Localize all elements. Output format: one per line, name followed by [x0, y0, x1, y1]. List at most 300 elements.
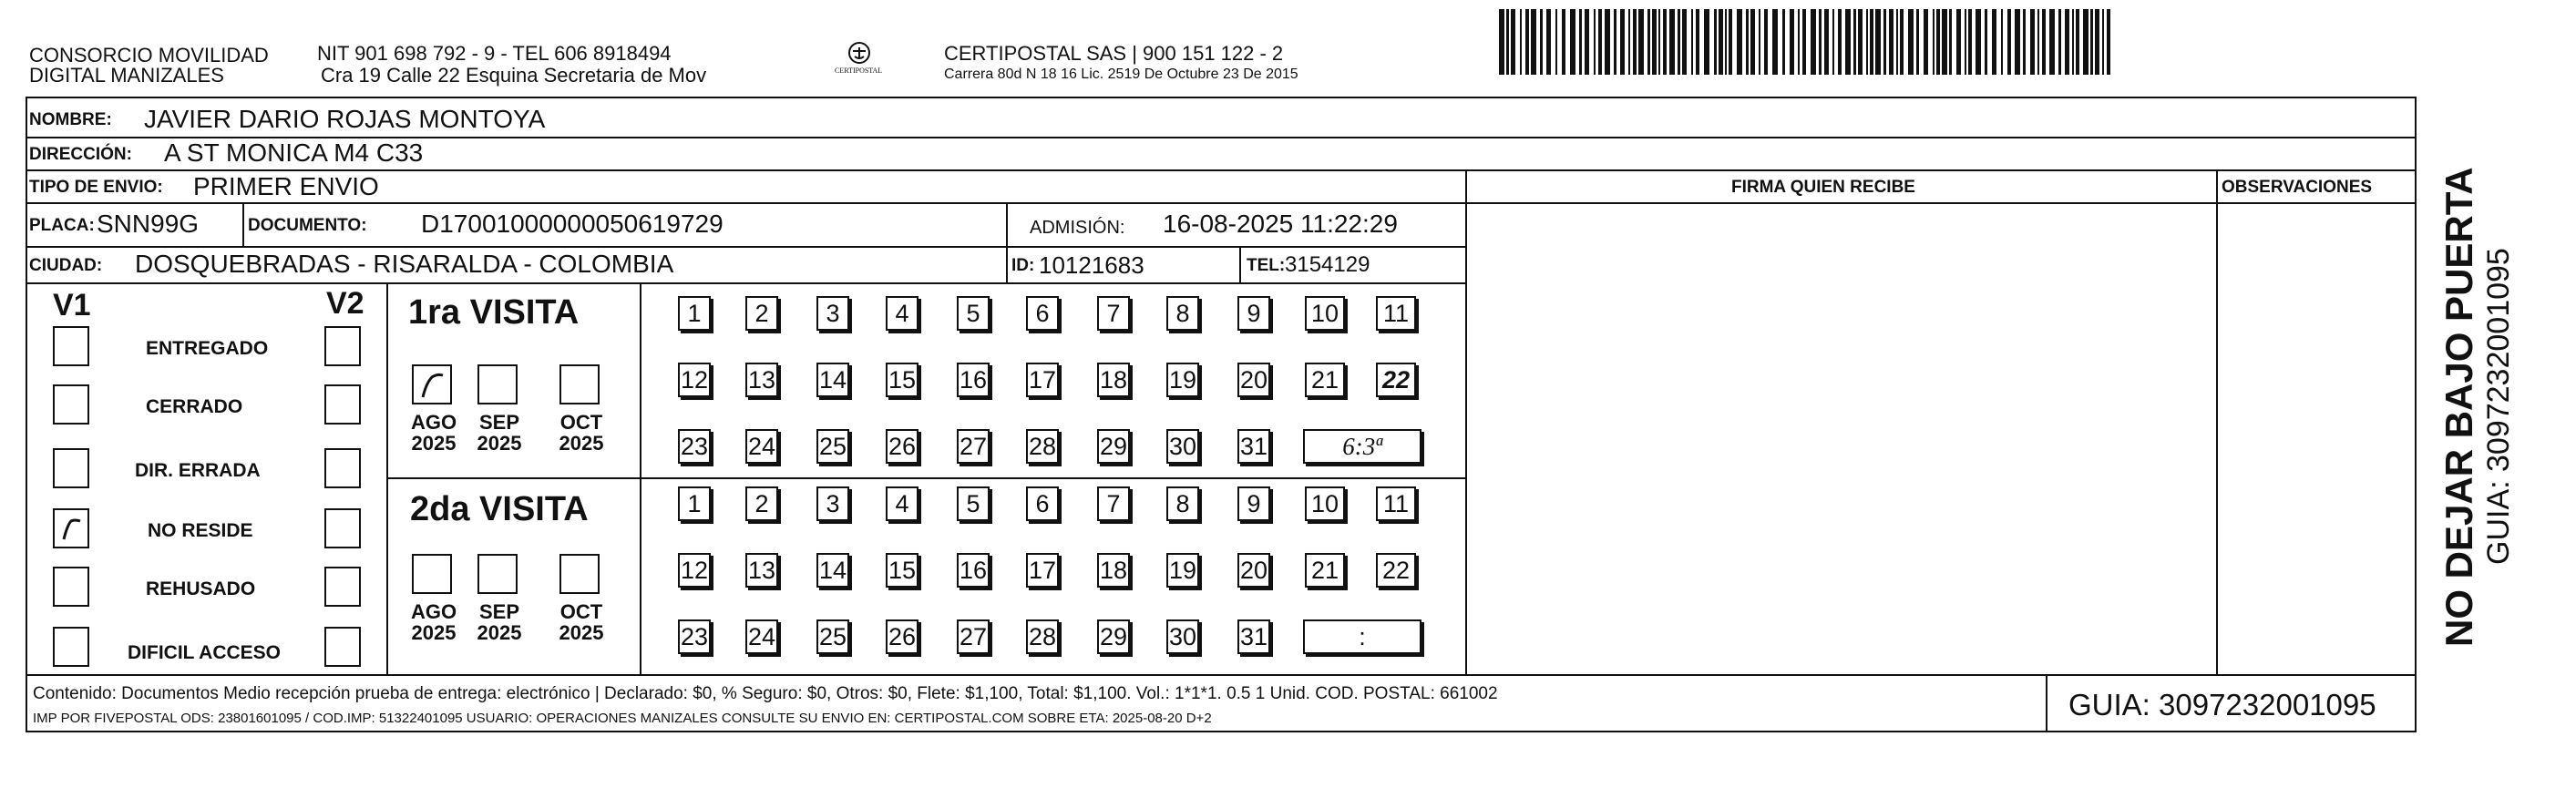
- second-visit-month-label: [408, 601, 459, 643]
- first-visit-time: 6:3ª: [1342, 433, 1382, 460]
- company-name-line1: CONSORCIO MOVILIDAD: [29, 44, 269, 67]
- day-number: 22: [1381, 366, 1411, 394]
- barcode-bar: [1965, 9, 1966, 75]
- second-visit-day-cell[interactable]: [957, 553, 990, 588]
- barcode-bar: [1737, 9, 1742, 75]
- day-number: 19: [1168, 366, 1197, 394]
- side-guia: GUIA: 3097232001095: [2481, 248, 2516, 565]
- barcode-bar: [2065, 9, 2069, 75]
- barcode-bar: [1704, 9, 1709, 75]
- day-number: 20: [1239, 366, 1268, 394]
- second-visit-day-cell[interactable]: [1305, 486, 1345, 521]
- tel-label: TEL:: [1247, 256, 1286, 275]
- day-number: 12: [680, 366, 709, 394]
- month-year: 2025: [559, 621, 604, 645]
- second-visit-day-cell[interactable]: [816, 553, 849, 588]
- second-visit-day-cell[interactable]: [678, 486, 711, 521]
- first-visit-day-cell[interactable]: [1097, 296, 1130, 331]
- barcode-bar: [1746, 9, 1749, 75]
- first-visit-day-cell[interactable]: [957, 296, 990, 331]
- first-visit-month-label: [556, 412, 607, 454]
- barcode-bar: [1883, 9, 1886, 75]
- barcode-bar: [1678, 9, 1680, 75]
- first-visit-day-cell[interactable]: [1305, 363, 1345, 397]
- barcode-bar: [1933, 9, 1935, 75]
- barcode-bar: [1725, 9, 1727, 75]
- barcode-bar: [1647, 9, 1650, 75]
- month-year: 2025: [411, 432, 457, 455]
- second-visit-time-box[interactable]: [1303, 619, 1421, 654]
- barcode-bar: [2090, 9, 2093, 75]
- barcode-bar: [1853, 9, 1856, 75]
- barcode-bar: [1540, 9, 1543, 75]
- barcode-bar: [1691, 9, 1693, 75]
- month-name: OCT: [559, 411, 603, 434]
- second-visit-day-cell[interactable]: [745, 486, 778, 521]
- v1-label: V1: [53, 288, 91, 322]
- day-number: 13: [747, 557, 776, 584]
- day-number: 30: [1168, 433, 1197, 460]
- day-number: 4: [895, 490, 909, 517]
- status-label: CERRADO: [146, 396, 243, 417]
- day-number: 14: [818, 557, 847, 584]
- certipostal-logo-icon: [818, 40, 900, 82]
- day-number: 18: [1099, 366, 1128, 394]
- barcode-bar: [1714, 9, 1717, 75]
- day-number: 8: [1175, 300, 1190, 327]
- content-line: Contenido: Documentos Medio recepción prueba de entrega: electrónico | Declarado: $0, % Seguro: $0, Otros: $0, Flete: $1,100, Total: $1,100. Vol.: 1*1*1. 0.5 1 Unid. COD. POSTAL: 661002: [33, 684, 1498, 703]
- barcode-bar: [1682, 9, 1687, 75]
- second-visit-month-checkbox[interactable]: [412, 554, 452, 594]
- plate-value: SNN99G: [97, 210, 200, 238]
- carrier-name: CERTIPOSTAL SAS | 900 151 122 - 2: [944, 42, 1284, 65]
- v1-checkbox[interactable]: [53, 627, 89, 667]
- second-visit-day-cell[interactable]: [1376, 553, 1416, 588]
- second-visit-day-cell[interactable]: [1237, 553, 1270, 588]
- second-visit-day-cell[interactable]: [1026, 553, 1059, 588]
- day-number: 7: [1106, 490, 1121, 517]
- company-name-line2: DIGITAL MANIZALES: [29, 64, 224, 87]
- name-label: NOMBRE:: [29, 110, 112, 129]
- barcode-bar: [1936, 9, 1940, 75]
- barcode-bar: [1546, 9, 1551, 75]
- barcode-bar: [1594, 9, 1596, 75]
- barcode-bar: [1985, 9, 1987, 75]
- barcode-bar: [1824, 9, 1829, 75]
- second-visit-day-cell[interactable]: [1097, 486, 1130, 521]
- day-number: 26: [888, 433, 917, 460]
- first-visit-day-cell[interactable]: [816, 429, 849, 464]
- first-visit-day-cell[interactable]: [678, 296, 711, 331]
- second-visit-day-cell[interactable]: [816, 619, 849, 654]
- city-label: CIUDAD:: [29, 256, 103, 275]
- first-visit-day-cell[interactable]: [745, 429, 778, 464]
- side-warning: NO DEJAR BAJO PUERTA: [2437, 167, 2480, 647]
- barcode-bar: [1605, 9, 1610, 75]
- barcode-bar: [1875, 9, 1881, 75]
- first-visit-day-cell[interactable]: [1097, 429, 1130, 464]
- day-number: 16: [959, 557, 988, 584]
- second-visit-day-cell[interactable]: [957, 486, 990, 521]
- barcode-bar: [1663, 9, 1667, 75]
- second-visit-day-cell[interactable]: [1026, 486, 1059, 521]
- barcode-bar: [1838, 9, 1842, 75]
- barcode-bar: [1696, 9, 1699, 75]
- first-visit-month-checkbox[interactable]: [477, 364, 518, 404]
- barcode-bar: [1652, 9, 1657, 75]
- day-number: 12: [680, 557, 709, 584]
- second-visit-month-label: [556, 601, 607, 643]
- first-visit-day-cell[interactable]: [1026, 363, 1059, 397]
- barcode-bar: [1525, 9, 1529, 75]
- month-year: 2025: [477, 621, 522, 645]
- v2-checkbox[interactable]: [324, 448, 361, 488]
- barcode-bar: [1520, 9, 1522, 75]
- first-visit-day-cell[interactable]: [1376, 296, 1416, 331]
- form-border: [26, 97, 2417, 732]
- name-value: JAVIER DARIO ROJAS MONTOYA: [144, 105, 546, 133]
- barcode-bar: [1764, 9, 1768, 75]
- second-visit-day-cell[interactable]: [1376, 486, 1416, 521]
- barcode-bar: [1772, 9, 1778, 75]
- barcode-bar: [1759, 9, 1760, 75]
- barcode-bar: [1956, 9, 1961, 75]
- first-visit-day-cell[interactable]: [816, 296, 849, 331]
- second-visit-day-cell[interactable]: [957, 619, 990, 654]
- day-number: 31: [1239, 433, 1268, 460]
- day-number: 13: [747, 366, 776, 394]
- second-visit-day-cell[interactable]: [678, 619, 711, 654]
- v2-checkbox[interactable]: [324, 627, 361, 667]
- shipment-type-label: TIPO DE ENVIO:: [29, 178, 163, 197]
- day-number: 1: [687, 300, 702, 327]
- barcode-bar: [1729, 9, 1732, 75]
- barcode-bar: [1499, 9, 1504, 75]
- barcode-bar: [1633, 9, 1637, 75]
- barcode-bar: [1924, 9, 1928, 75]
- month-year: 2025: [411, 621, 457, 645]
- first-visit-day-cell[interactable]: [1237, 296, 1270, 331]
- month-name: SEP: [478, 411, 520, 434]
- check-mark-icon: [414, 366, 450, 403]
- barcode-bar: [1669, 9, 1675, 75]
- first-visit-day-cell[interactable]: [745, 296, 778, 331]
- barcode-bar: [2001, 9, 2003, 75]
- signature-label: FIRMA QUIEN RECIBE: [1731, 178, 1915, 197]
- first-visit-day-cell[interactable]: [1166, 429, 1199, 464]
- second-visit-day-cell[interactable]: [745, 619, 778, 654]
- day-number: 25: [818, 433, 847, 460]
- day-number: 14: [818, 366, 847, 394]
- second-visit-day-cell[interactable]: [1305, 553, 1345, 588]
- barcode-bar: [2037, 9, 2039, 75]
- first-visit-day-cell[interactable]: [957, 429, 990, 464]
- day-number: 31: [1239, 623, 1268, 650]
- first-visit-day-cell[interactable]: [1166, 363, 1199, 397]
- day-number: 24: [747, 623, 776, 650]
- barcode-bar: [1579, 9, 1582, 75]
- barcode-bar: [1896, 9, 1898, 75]
- first-visit-day-cell[interactable]: [886, 296, 919, 331]
- second-visit-month-checkbox[interactable]: [477, 554, 518, 594]
- day-number: 5: [966, 300, 980, 327]
- second-visit-day-cell[interactable]: [886, 553, 919, 588]
- month-name: AGO: [410, 411, 457, 434]
- imp-line: IMP POR FIVEPOSTAL ODS: 23801601095 / COD.IMP: 51322401095 USUARIO: OPERACIONES MANIZALES CONSULTE SU ENVIO EN: CERTIPOSTAL.COM SOBRE ETA: 2025-08-20 D+2: [33, 711, 1212, 726]
- barcode-bar: [1819, 9, 1822, 75]
- day-number: 5: [966, 490, 980, 517]
- day-number: 27: [959, 623, 988, 650]
- barcode-bar: [2049, 9, 2055, 75]
- month-year: 2025: [559, 432, 604, 455]
- day-number: 3: [826, 300, 840, 327]
- first-visit-month-label: [474, 412, 525, 454]
- v1-checkbox[interactable]: [53, 326, 89, 366]
- v2-checkbox[interactable]: [324, 384, 361, 425]
- tel-value: 3154129: [1285, 252, 1370, 277]
- observations-label: OBSERVACIONES: [2222, 178, 2373, 197]
- barcode-bar: [1638, 9, 1644, 75]
- barcode-bar: [2058, 9, 2061, 75]
- day-number: 10: [1310, 490, 1339, 517]
- first-visit-day-cell[interactable]: [1026, 296, 1059, 331]
- first-visit-day-cell[interactable]: [886, 363, 919, 397]
- first-visit-day-cell[interactable]: [1026, 429, 1059, 464]
- second-visit-day-cell[interactable]: [886, 619, 919, 654]
- day-number: 9: [1247, 300, 1261, 327]
- day-number: 17: [1028, 557, 1057, 584]
- day-number: 18: [1099, 557, 1128, 584]
- day-number: 7: [1106, 300, 1121, 327]
- barcode-bar: [2072, 9, 2074, 75]
- day-number: 23: [680, 433, 709, 460]
- day-number: 11: [1382, 490, 1410, 517]
- day-number: 23: [680, 623, 709, 650]
- first-visit-time-box[interactable]: [1303, 429, 1421, 464]
- second-visit-day-cell[interactable]: [1026, 619, 1059, 654]
- barcode-bar: [1562, 9, 1565, 75]
- barcode-bar: [1968, 9, 1972, 75]
- day-number: 28: [1028, 433, 1057, 460]
- barcode-bar: [1866, 9, 1868, 75]
- second-visit-label: 2da VISITA: [410, 490, 589, 528]
- day-number: 27: [959, 433, 988, 460]
- day-number: 10: [1310, 300, 1339, 327]
- barcode-bar: [2042, 9, 2046, 75]
- barcode-bar: [1570, 9, 1575, 75]
- barcode-bar: [1782, 9, 1785, 75]
- first-visit-day-cell[interactable]: [816, 363, 849, 397]
- address-label: DIRECCIÓN:: [29, 145, 132, 164]
- barcode-bar: [2007, 9, 2011, 75]
- day-number: 21: [1310, 366, 1339, 394]
- day-number: 17: [1028, 366, 1057, 394]
- second-visit-month-checkbox[interactable]: [559, 554, 600, 594]
- barcode-bar: [1900, 9, 1904, 75]
- first-visit-label: 1ra VISITA: [408, 293, 580, 332]
- second-visit-day-cell[interactable]: [678, 553, 711, 588]
- second-visit-day-cell[interactable]: [1097, 619, 1130, 654]
- day-number: 6: [1035, 490, 1050, 517]
- barcode-bar: [1719, 9, 1723, 75]
- month-name: AGO: [410, 600, 457, 623]
- day-number: 9: [1247, 490, 1261, 517]
- v1-checkbox[interactable]: [53, 508, 89, 548]
- second-visit-day-cell[interactable]: [1237, 486, 1270, 521]
- first-visit-day-cell[interactable]: [1376, 363, 1416, 397]
- barcode-bar: [1750, 9, 1755, 75]
- status-label: DIR. ERRADA: [135, 460, 261, 481]
- barcode-bar: [1614, 9, 1616, 75]
- status-label: NO RESIDE: [148, 520, 253, 541]
- company-address: Cra 19 Calle 22 Esquina Secretaria de Mov: [321, 64, 707, 87]
- barcode-bar: [2023, 9, 2026, 75]
- admission-label: ADMISIÓN:: [1030, 218, 1125, 238]
- day-number: 19: [1168, 557, 1197, 584]
- day-number: 2: [754, 300, 769, 327]
- barcode-bar: [1658, 9, 1660, 75]
- barcode-bar: [1598, 9, 1602, 75]
- month-year: 2025: [477, 432, 522, 455]
- barcode-bar: [1585, 9, 1589, 75]
- day-number: 28: [1028, 623, 1057, 650]
- second-visit-month-label: [474, 601, 525, 643]
- first-visit-day-cell[interactable]: [678, 363, 711, 397]
- day-number: 26: [888, 623, 917, 650]
- shipment-type-value: PRIMER ENVIO: [193, 172, 379, 200]
- barcode-bar: [1858, 9, 1863, 75]
- v1-checkbox[interactable]: [53, 567, 89, 607]
- first-visit-day-cell[interactable]: [1305, 296, 1345, 331]
- document-value: D17001000000050619729: [421, 210, 724, 238]
- barcode-bar: [1811, 9, 1816, 75]
- day-number: 2: [754, 490, 769, 517]
- barcode-bar: [1845, 9, 1851, 75]
- v1-checkbox[interactable]: [53, 384, 89, 425]
- day-number: 25: [818, 623, 847, 650]
- document-label: DOCUMENTO:: [248, 216, 367, 235]
- first-visit-day-cell[interactable]: [678, 429, 711, 464]
- status-label: DIFICIL ACCESO: [128, 642, 282, 663]
- v2-checkbox[interactable]: [324, 508, 361, 548]
- day-number: 29: [1099, 623, 1128, 650]
- barcode-bar: [1555, 9, 1557, 75]
- second-visit-day-cell[interactable]: [1166, 486, 1199, 521]
- v2-checkbox[interactable]: [324, 567, 361, 607]
- barcode-bar: [1908, 9, 1914, 75]
- barcode-bar: [1889, 9, 1894, 75]
- barcode-bar: [2076, 9, 2079, 75]
- barcode-bar: [1531, 9, 1536, 75]
- day-number: 15: [888, 557, 917, 584]
- day-number: 6: [1035, 300, 1050, 327]
- first-visit-month-checkbox[interactable]: [412, 364, 452, 404]
- id-value: 10121683: [1039, 251, 1144, 279]
- barcode: [1499, 9, 2114, 75]
- city-value: DOSQUEBRADAS - RISARALDA - COLOMBIA: [135, 250, 674, 278]
- company-nit: NIT 901 698 792 - 9 - TEL 606 8918494: [317, 42, 672, 65]
- address-value: A ST MONICA M4 C33: [164, 138, 424, 167]
- first-visit-day-cell[interactable]: [745, 363, 778, 397]
- status-label: ENTREGADO: [146, 338, 269, 359]
- barcode-bar: [1802, 9, 1806, 75]
- first-visit-day-cell[interactable]: [1237, 363, 1270, 397]
- barcode-bar: [1506, 9, 1509, 75]
- barcode-bar: [2107, 9, 2110, 75]
- plate-label: PLACA:: [29, 216, 95, 235]
- day-number: 3: [826, 490, 840, 517]
- barcode-bar: [2015, 9, 2020, 75]
- barcode-bar: [1798, 9, 1800, 75]
- barcode-bar: [1832, 9, 1834, 75]
- barcode-bar: [1870, 9, 1873, 75]
- barcode-bar: [2095, 9, 2099, 75]
- second-visit-day-cell[interactable]: [1166, 553, 1199, 588]
- first-visit-month-label: [408, 412, 459, 454]
- id-label: ID:: [1011, 256, 1035, 275]
- guia-box: GUIA: 3097232001095: [2068, 688, 2376, 721]
- first-visit-day-cell[interactable]: [1097, 363, 1130, 397]
- day-number: 8: [1175, 490, 1190, 517]
- first-visit-day-cell[interactable]: [1237, 429, 1270, 464]
- first-visit-month-checkbox[interactable]: [559, 364, 600, 404]
- month-name: SEP: [478, 600, 520, 623]
- barcode-bar: [2030, 9, 2035, 75]
- day-number: 22: [1381, 557, 1411, 584]
- first-visit-day-cell[interactable]: [957, 363, 990, 397]
- barcode-bar: [1992, 9, 1996, 75]
- month-name: OCT: [559, 600, 603, 623]
- day-number: 16: [959, 366, 988, 394]
- second-visit-day-cell[interactable]: [1237, 619, 1270, 654]
- second-visit-day-cell[interactable]: [1097, 553, 1130, 588]
- day-number: 1: [687, 490, 702, 517]
- barcode-bar: [1976, 9, 1981, 75]
- first-visit-day-cell[interactable]: [1166, 296, 1199, 331]
- day-number: 29: [1099, 433, 1128, 460]
- day-number: 11: [1382, 300, 1410, 327]
- check-mark-icon: [55, 510, 87, 547]
- admission-value: 16-08-2025 11:22:29: [1163, 210, 1398, 238]
- first-visit-day-cell[interactable]: [886, 429, 919, 464]
- second-visit-day-cell[interactable]: [816, 486, 849, 521]
- barcode-bar: [1790, 9, 1794, 75]
- barcode-bar: [1511, 9, 1515, 75]
- second-visit-day-cell[interactable]: [1166, 619, 1199, 654]
- day-number: 4: [895, 300, 909, 327]
- barcode-bar: [1628, 9, 1630, 75]
- barcode-bar: [1620, 9, 1625, 75]
- certipostal-logo: [818, 40, 900, 82]
- carrier-address: Carrera 80d N 18 16 Lic. 2519 De Octubre 23 De 2015: [944, 67, 1298, 82]
- status-label: REHUSADO: [146, 578, 256, 599]
- day-number: 21: [1310, 557, 1339, 584]
- day-number: 24: [747, 433, 776, 460]
- barcode-bar: [2102, 9, 2104, 75]
- day-number: 15: [888, 366, 917, 394]
- barcode-bar: [2083, 9, 2089, 75]
- second-visit-time: :: [1359, 623, 1366, 650]
- second-visit-day-cell[interactable]: [886, 486, 919, 521]
- v1-checkbox[interactable]: [53, 448, 89, 488]
- logo-text: CERTIPOSTAL: [835, 67, 883, 75]
- barcode-bar: [1949, 9, 1952, 75]
- v2-checkbox[interactable]: [324, 326, 361, 366]
- second-visit-day-cell[interactable]: [745, 553, 778, 588]
- day-number: 30: [1168, 623, 1197, 650]
- day-number: 20: [1239, 557, 1268, 584]
- barcode-bar: [1942, 9, 1947, 75]
